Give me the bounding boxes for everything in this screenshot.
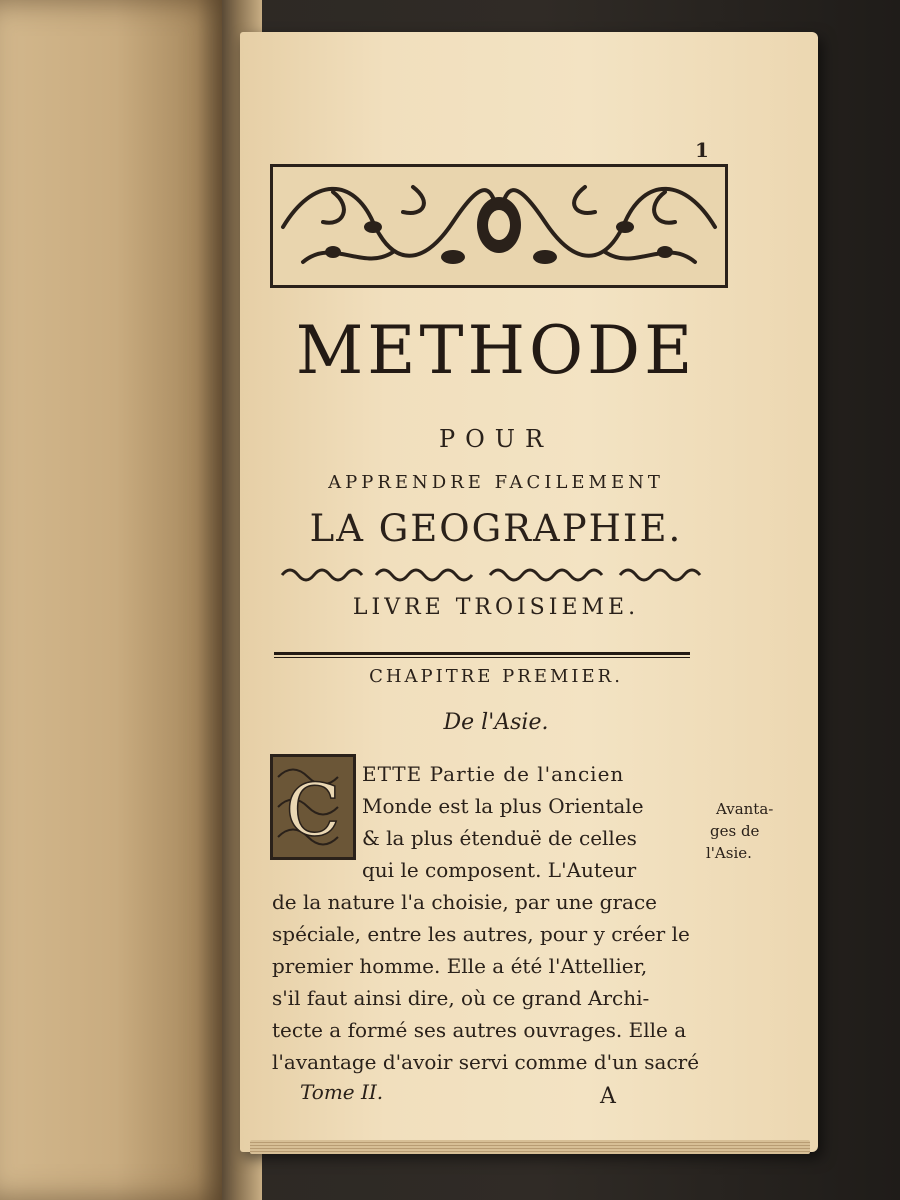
book-heading: LIVRE TROISIEME. <box>352 595 640 620</box>
chapter-heading: CHAPITRE PREMIER. <box>369 666 623 687</box>
subtitle-pour: POUR <box>438 425 554 453</box>
body-line: s'il faut ainsi dire, où ce grand Archi- <box>272 986 650 1010</box>
footer-signature: A <box>600 1084 616 1109</box>
body-line: premier homme. Elle a été l'Attellier, <box>272 954 648 978</box>
right-page <box>240 32 818 1152</box>
footer-volume: Tome II. <box>300 1080 384 1104</box>
ornament-rule-icon <box>280 567 710 583</box>
chapter-rule <box>274 652 690 655</box>
body-line: Monde est la plus Orientale <box>362 794 644 818</box>
body-line: de la nature l'a choisie, par une grace <box>272 890 657 914</box>
margin-note-line: l'Asie. <box>706 844 752 862</box>
body-line: ETTE Partie de l'ancien <box>362 762 625 786</box>
body-line: & la plus étenduë de celles <box>362 826 637 850</box>
page-number: 1 <box>695 138 709 162</box>
drop-cap-letter: C <box>285 768 341 852</box>
foliage-ornament-icon <box>273 167 725 285</box>
body-line: l'avantage d'avoir servi comme d'un sacré <box>272 1050 700 1074</box>
subtitle-geographie: LA GEOGRAPHIE. <box>309 507 683 550</box>
decorated-initial-icon <box>273 757 353 857</box>
drop-cap <box>270 754 356 860</box>
subtitle-apprendre: APPRENDRE FACILEMENT <box>328 472 664 493</box>
page-edges <box>250 1140 810 1154</box>
margin-note-line: Avanta- <box>716 800 774 818</box>
chapter-rule-thin <box>274 657 690 658</box>
chapter-subject: De l'Asie. <box>443 710 549 735</box>
body-line: tecte a formé ses autres ouvrages. Elle a <box>272 1018 687 1042</box>
ornamental-headpiece <box>270 164 728 288</box>
body-line: qui le composent. L'Auteur <box>362 858 637 882</box>
left-page <box>0 0 232 1200</box>
body-line: spéciale, entre les autres, pour y créer le <box>272 922 690 946</box>
margin-note-line: ges de <box>710 822 760 840</box>
main-title: METHODE <box>295 312 697 389</box>
